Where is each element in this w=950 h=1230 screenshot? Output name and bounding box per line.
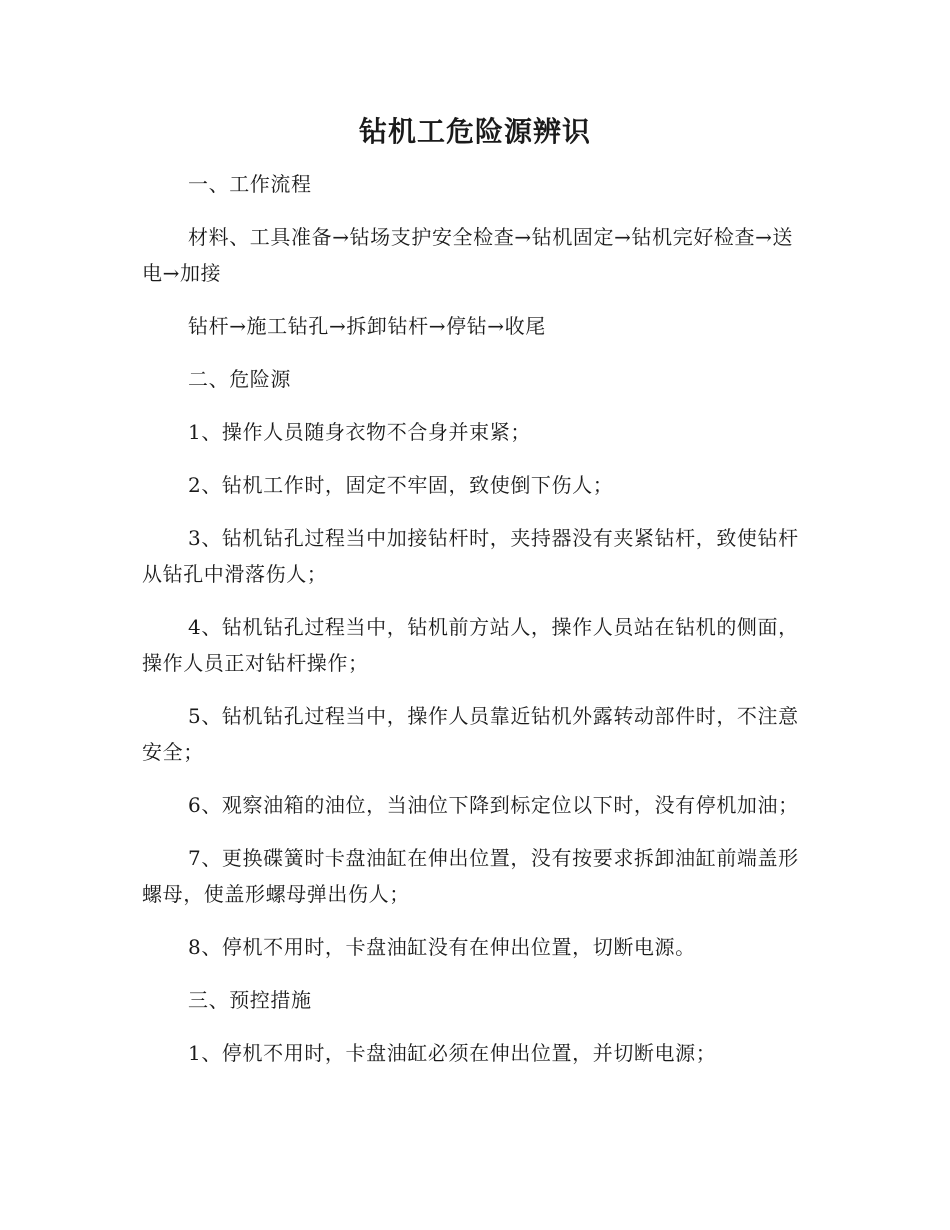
hazard-item-3: 3、钻机钻孔过程当中加接钻杆时，夹持器没有夹紧钻杆，致使钻杆从钻孔中滑落伤人； <box>142 526 799 586</box>
hazard-item-8: 8、停机不用时，卡盘油缸没有在伸出位置，切断电源。 <box>188 935 696 959</box>
section-heading-workflow: 一、工作流程 <box>188 172 312 196</box>
control-item-1: 1、停机不用时，卡盘油缸必须在伸出位置，并切断电源； <box>188 1041 717 1065</box>
hazard-item-2: 2、钻机工作时，固定不牢固，致使倒下伤人； <box>188 473 614 497</box>
document-body <box>142 166 810 1088</box>
hazard-item-5: 5、钻机钻孔过程当中，操作人员靠近钻机外露转动部件时，不注意安全； <box>142 704 799 764</box>
document-title: 钻机工危险源辨识 <box>358 115 591 148</box>
workflow-paragraph-2: 钻杆→施工钻孔→拆卸钻杆→停钻→收尾 <box>188 314 546 338</box>
hazard-item-6: 6、观察油箱的油位，当油位下降到标定位以下时，没有停机加油； <box>188 793 799 817</box>
hazard-item-7: 7、更换碟簧时卡盘油缸在伸出位置，没有按要求拆卸油缸前端盖形螺母，使盖形螺母弹出伤人； <box>142 846 799 906</box>
hazard-item-1: 1、操作人员随身衣物不合身并束紧； <box>188 420 531 444</box>
workflow-paragraph-1: 材料、工具准备→钻场支护安全检查→钻机固定→钻机完好检查→送电→加接 <box>142 225 794 285</box>
hazard-item-4: 4、钻机钻孔过程当中，钻机前方站人，操作人员站在钻机的侧面，操作人员正对钻杆操作； <box>142 615 799 675</box>
section-heading-controls: 三、预控措施 <box>188 988 312 1012</box>
section-heading-hazards: 二、危险源 <box>188 367 291 391</box>
